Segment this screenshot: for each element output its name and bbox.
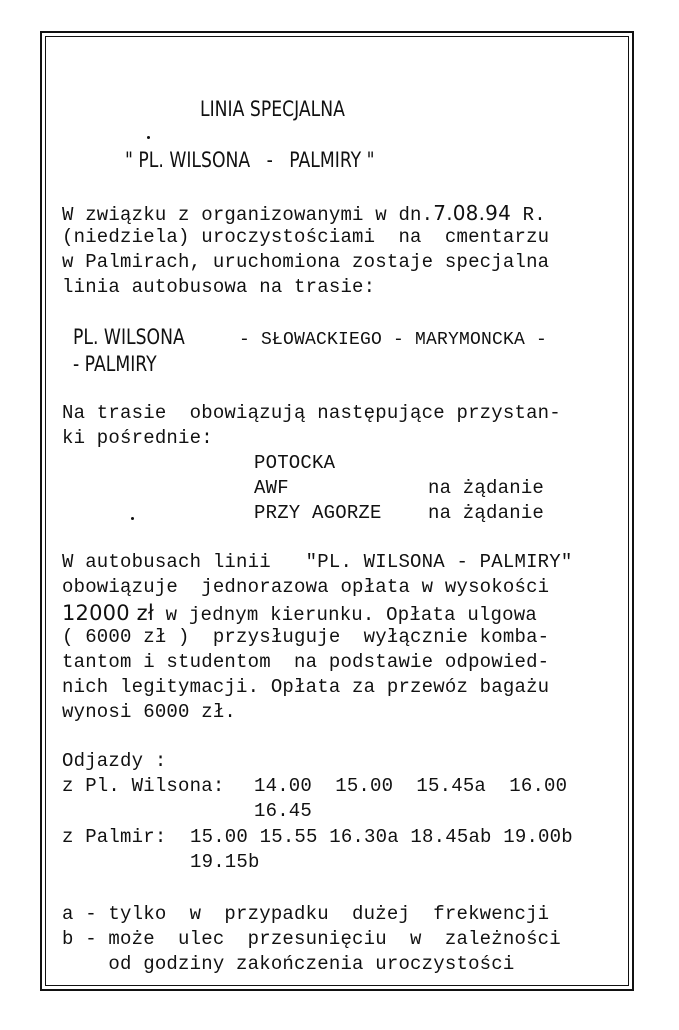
stop-note: na żądanie: [428, 502, 545, 524]
departures-palmir-times: 19.15b: [190, 851, 260, 873]
fares-line-6: nich legitymacji. Opłata za przewóz bagażu: [62, 676, 550, 698]
speck-dot: [131, 517, 134, 520]
event-date: 7.08.94: [433, 201, 512, 225]
stop-name: AWF: [254, 477, 289, 499]
route-line-2: - PALMIRY: [73, 352, 157, 376]
stops-intro-1: Na trasie obowiązują następujące przystan-: [62, 402, 561, 424]
fares-line-1: W autobusach linii "PL. WILSONA - PALMIRY": [62, 551, 573, 573]
fares-line-3: [62, 601, 537, 626]
departures-heading: Odjazdy :: [62, 750, 167, 772]
stops-intro-2: ki pośrednie:: [62, 427, 213, 449]
departures-palmir-times: 15.00 15.55 16.30a 18.45ab 19.00b: [190, 826, 573, 848]
intro-line-1-text: W związku z organizowanymi w dn.: [62, 204, 434, 226]
fares-line-7: wynosi 6000 zł.: [62, 701, 237, 723]
departures-wilsona-times: 16.45: [254, 800, 313, 822]
intro-line-1: [62, 201, 546, 226]
note-a: a - tylko w przypadku dużej frekwencji: [62, 903, 550, 925]
intro-line-4: linia autobusowa na trasie:: [62, 276, 376, 298]
stop-name: POTOCKA: [254, 452, 336, 474]
intro-line-3: w Palmirach, uruchomiona zostaje specjalna: [62, 251, 550, 273]
intro-line-1-suffix: R.: [511, 204, 546, 226]
fares-line-3-text: w jednym kierunku. Opłata ulgowa: [154, 604, 537, 626]
departures-wilsona-label: z Pl. Wilsona:: [62, 775, 225, 797]
fares-line-5: tantom i studentom na podstawie odpowied-: [62, 651, 550, 673]
fares-line-2: obowiązuje jednorazowa opłata w wysokości: [62, 576, 550, 598]
stop-name: PRZY AGORZE: [254, 502, 382, 524]
page-title: LINIA SPECJALNA: [200, 97, 345, 121]
fare-price: 12000 zł: [62, 601, 155, 625]
note-b: b - może ulec przesunięciu w zależności: [62, 928, 561, 950]
stop-note: na żądanie: [428, 477, 545, 499]
note-b-continued: od godziny zakończenia uroczystości: [62, 953, 515, 975]
departures-wilsona-times: 14.00 15.00 15.45a 16.00: [254, 775, 568, 797]
speck-dot: [147, 136, 150, 139]
intro-line-2: (niedziela) uroczystościami na cmentarzu: [62, 226, 550, 248]
route-stops: - SŁOWACKIEGO - MARYMONCKA -: [228, 330, 548, 350]
page-subtitle: " PL. WILSONA - PALMIRY ": [125, 148, 375, 172]
route-line-1: [73, 325, 547, 350]
route-start: PL. WILSONA: [73, 325, 185, 349]
departures-palmir-label: z Palmir:: [62, 826, 167, 848]
fares-line-4: ( 6000 zł ) przysługuje wyłącznie komba-: [62, 626, 550, 648]
